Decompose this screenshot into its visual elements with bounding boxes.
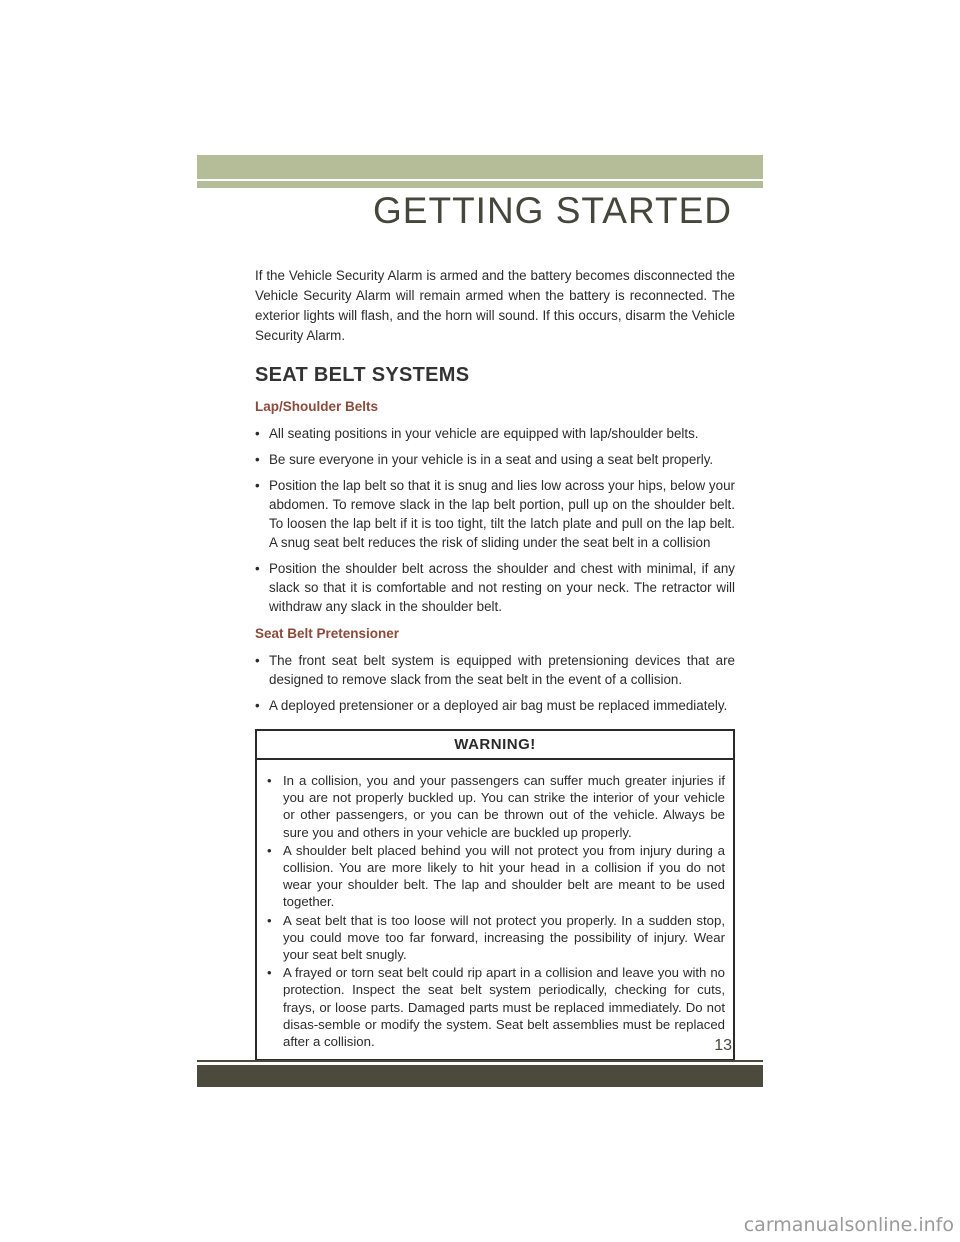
list-item: • A deployed pretensioner or a deployed air bag must be replaced immediately. bbox=[255, 696, 735, 715]
intro-paragraph: If the Vehicle Security Alarm is armed and the battery becomes disconnected the Vehicle Security Alarm will remain armed when the battery is reconnected. The exterior lights will flash, and the horn will sound. If this occurs, disarm the Vehicle Security Alarm. bbox=[255, 268, 735, 343]
main-heading: SEAT BELT SYSTEMS bbox=[255, 364, 470, 386]
list-item: • The front seat belt system is equipped with pretensioning devices that are designed to remove slack from the seat belt in the event of a collision. bbox=[255, 651, 735, 689]
list-item: • All seating positions in your vehicle are equipped with lap/shoulder belts. bbox=[255, 424, 735, 443]
warning-list bbox=[257, 760, 733, 1059]
watermark: carmanualsonline.info bbox=[743, 1214, 954, 1236]
list-item: • Be sure everyone in your vehicle is in a seat and using a seat belt properly. bbox=[255, 450, 735, 469]
header-rule bbox=[197, 181, 763, 188]
warning-box bbox=[255, 729, 735, 1061]
footer-bar bbox=[197, 1065, 763, 1087]
list-item: • Position the lap belt so that it is snug and lies low across your hips, below your abdomen. To remove slack in the lap belt portion, pull up on the shoulder belt. To loosen the lap belt if it is too tight, tilt the latch plate and pull on the lap belt. A snug seat belt reduces the risk of sliding under the seat belt in a collision bbox=[255, 476, 735, 552]
warning-title: WARNING! bbox=[257, 731, 733, 760]
list-item: • Position the shoulder belt across the shoulder and chest with minimal, if any slack so that it is comfortable and not resting on your neck. The retractor will withdraw any slack in the shoulder belt. bbox=[255, 559, 735, 616]
subheading-pretensioner: Seat Belt Pretensioner bbox=[255, 626, 400, 641]
page-number: 13 bbox=[714, 1037, 732, 1054]
subheading-lap-shoulder: Lap/Shoulder Belts bbox=[255, 399, 379, 414]
list-item: • A frayed or torn seat belt could rip apart in a collision and leave you with no protection. Inspect the seat belt system periodically, checking for cuts, frays, or loose parts. Damaged parts must be replaced immediately. Do not disas-semble or modify the system. Seat belt assemblies must be replaced after a collision. bbox=[267, 964, 725, 1050]
list-item: • A shoulder belt placed behind you will not protect you from injury during a collision. You are more likely to hit your head in a collision if you do not wear your shoulder belt. The lap and shoulder belt are meant to be used together. bbox=[267, 842, 725, 911]
section-title: GETTING STARTED bbox=[373, 190, 732, 231]
list-item: • A seat belt that is too loose will not protect you properly. In a sudden stop, you could move too far forward, increasing the possibility of injury. Wear your seat belt snugly. bbox=[267, 912, 725, 964]
list-item: • In a collision, you and your passengers can suffer much greater injuries if you are not properly buckled up. You can strike the interior of your vehicle or other passengers, or you can be thrown out of the vehicle. Always be sure you and others in your vehicle are buckled up properly. bbox=[267, 772, 725, 841]
pretensioner-list bbox=[255, 651, 735, 715]
lap-shoulder-list bbox=[255, 424, 735, 616]
footer-rule bbox=[197, 1060, 763, 1062]
header-bar bbox=[197, 155, 763, 179]
page-content bbox=[255, 266, 735, 1061]
